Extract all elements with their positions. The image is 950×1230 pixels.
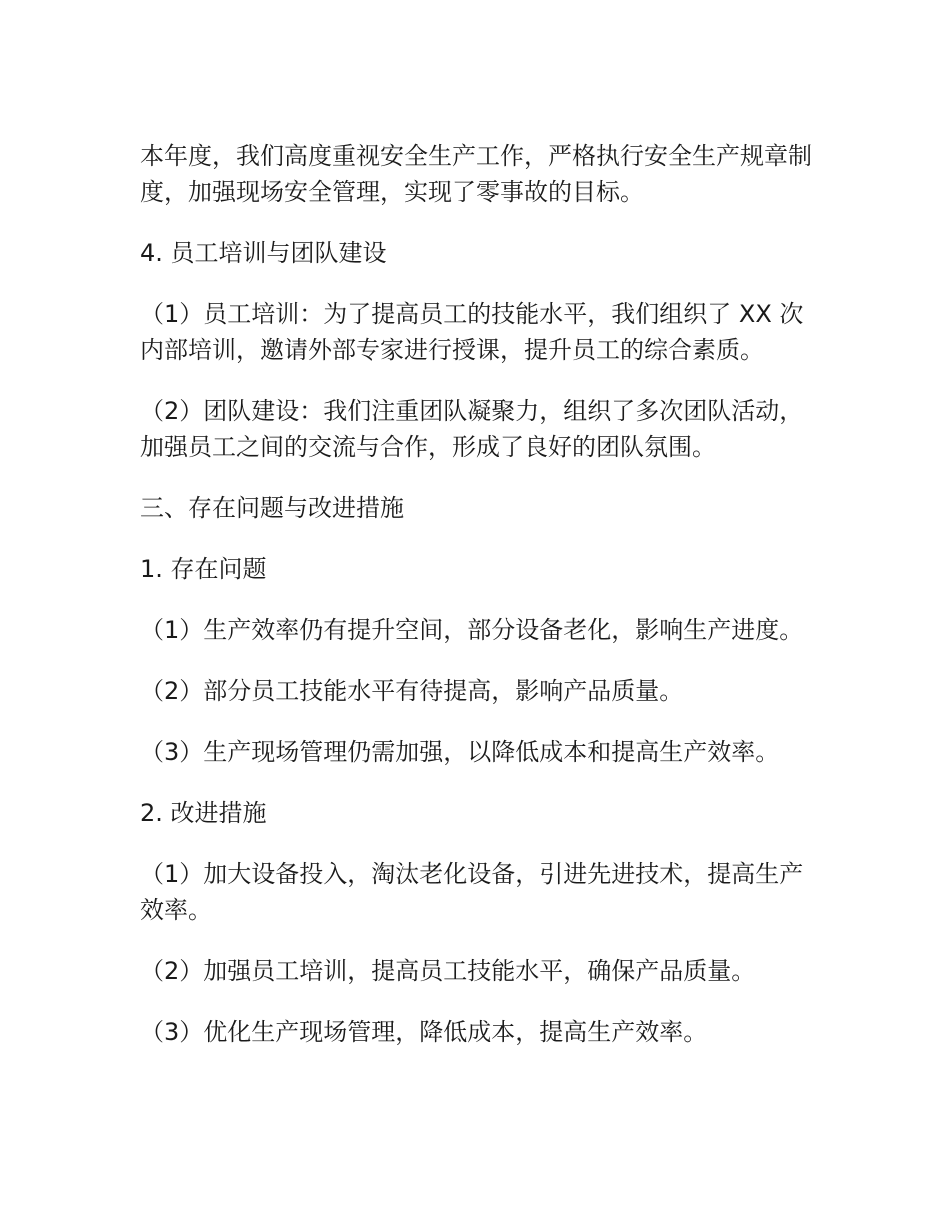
section-heading-measures: 2. 改进措施 <box>140 799 267 827</box>
measure-item-3: （3）优化生产现场管理，降低成本，提高生产效率。 <box>140 1018 708 1046</box>
document-page <box>140 138 820 1075</box>
chapter-heading-issues: 三、存在问题与改进措施 <box>140 494 404 522</box>
safety-summary-paragraph: 本年度，我们高度重视安全生产工作，严格执行安全生产规章制度，加强现场安全管理，实现了零事故的目标。 <box>140 142 812 206</box>
section-heading-problems: 1. 存在问题 <box>140 555 267 583</box>
measure-item-1: （1）加大设备投入，淘汰老化设备，引进先进技术，提高生产效率。 <box>140 860 804 924</box>
training-paragraph: （1）员工培训：为了提高员工的技能水平，我们组织了 XX 次内部培训，邀请外部专家进行授课，提升员工的综合素质。 <box>140 300 804 364</box>
problem-item-1: （1）生产效率仍有提升空间，部分设备老化，影响生产进度。 <box>140 616 804 644</box>
measure-item-2: （2）加强员工培训，提高员工技能水平，确保产品质量。 <box>140 957 756 985</box>
problem-item-2: （2）部分员工技能水平有待提高，影响产品质量。 <box>140 677 684 705</box>
problem-item-3: （3）生产现场管理仍需加强，以降低成本和提高生产效率。 <box>140 738 780 766</box>
team-building-paragraph: （2）团队建设：我们注重团队凝聚力，组织了多次团队活动，加强员工之间的交流与合作，形成了良好的团队氛围。 <box>140 397 804 461</box>
section-heading-training: 4. 员工培训与团队建设 <box>140 239 387 267</box>
